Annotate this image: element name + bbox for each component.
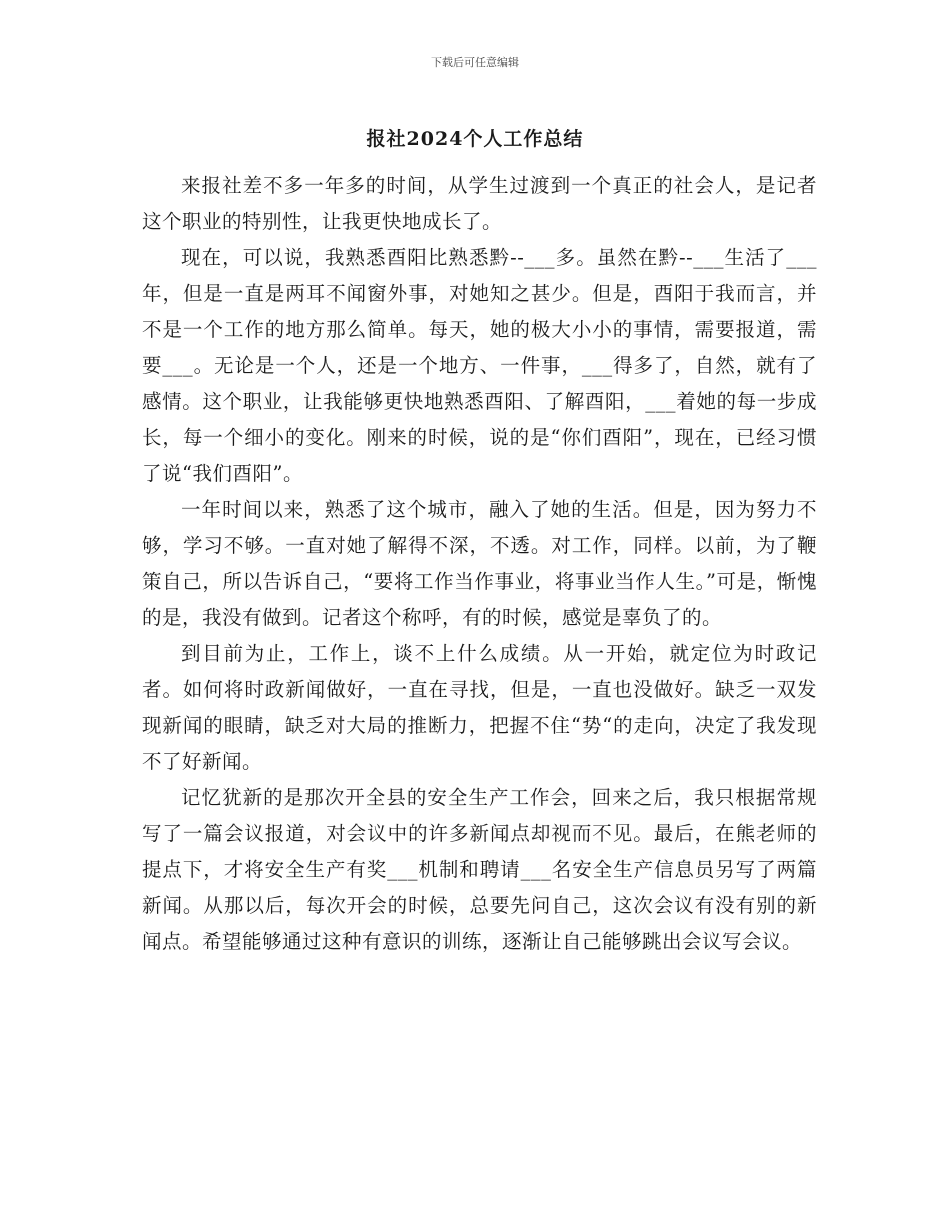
document-body	[142, 168, 817, 960]
paragraph-5: 记忆犹新的是那次开全县的安全生产工作会，回来之后，我只根据常规写了一篇会议报道，对会议中的许多新闻点却视而不见。最后，在熊老师的提点下，才将安全生产有奖___机制和聘请___名安全生产信息员另写了两篇新闻。从那以后，每次开会的时候，总要先问自己，这次会议有没有别的新闻点。希望能够通过这种有意识的训练，逐渐让自己能够跳出会议写会议。	[142, 786, 817, 953]
paragraph-3: 一年时间以来，熟悉了这个城市，融入了她的生活。但是，因为努力不够，学习不够。一直对她了解得不深，不透。对工作，同样。以前，为了鞭策自己，所以告诉自己，“要将工作当作事业，将事业当作人生。”可是，惭愧的是，我没有做到。记者这个称呼，有的时候，感觉是辜负了的。	[142, 498, 817, 629]
paragraph-2: 现在，可以说，我熟悉酉阳比熟悉黔--___多。虽然在黔--___生活了___年，但是一直是两耳不闻窗外事，对她知之甚少。但是，酉阳于我而言，并不是一个工作的地方那么简单。每天，她的极大小小的事情，需要报道，需要___。无论是一个人，还是一个地方、一件事，___得多了，自然，就有了感情。这个职业，让我能够更快地熟悉酉阳、了解酉阳，___着她的每一步成长，每一个细小的变化。刚来的时候，说的是“你们酉阳”，现在，已经习惯了说“我们酉阳”。	[142, 246, 817, 485]
paragraph-1: 来报社差不多一年多的时间，从学生过渡到一个真正的社会人，是记者这个职业的特别性，让我更快地成长了。	[142, 174, 817, 233]
header-note: 下载后可任意编辑	[431, 56, 519, 69]
paragraph-4: 到目前为止，工作上，谈不上什么成绩。从一开始，就定位为时政记者。如何将时政新闻做好，一直在寻找，但是，一直也没做好。缺乏一双发现新闻的眼睛，缺乏对大局的推断力，把握不住“势“的走向，决定了我发现不了好新闻。	[142, 642, 817, 773]
document-title: 报社2024个人工作总结	[366, 128, 584, 150]
